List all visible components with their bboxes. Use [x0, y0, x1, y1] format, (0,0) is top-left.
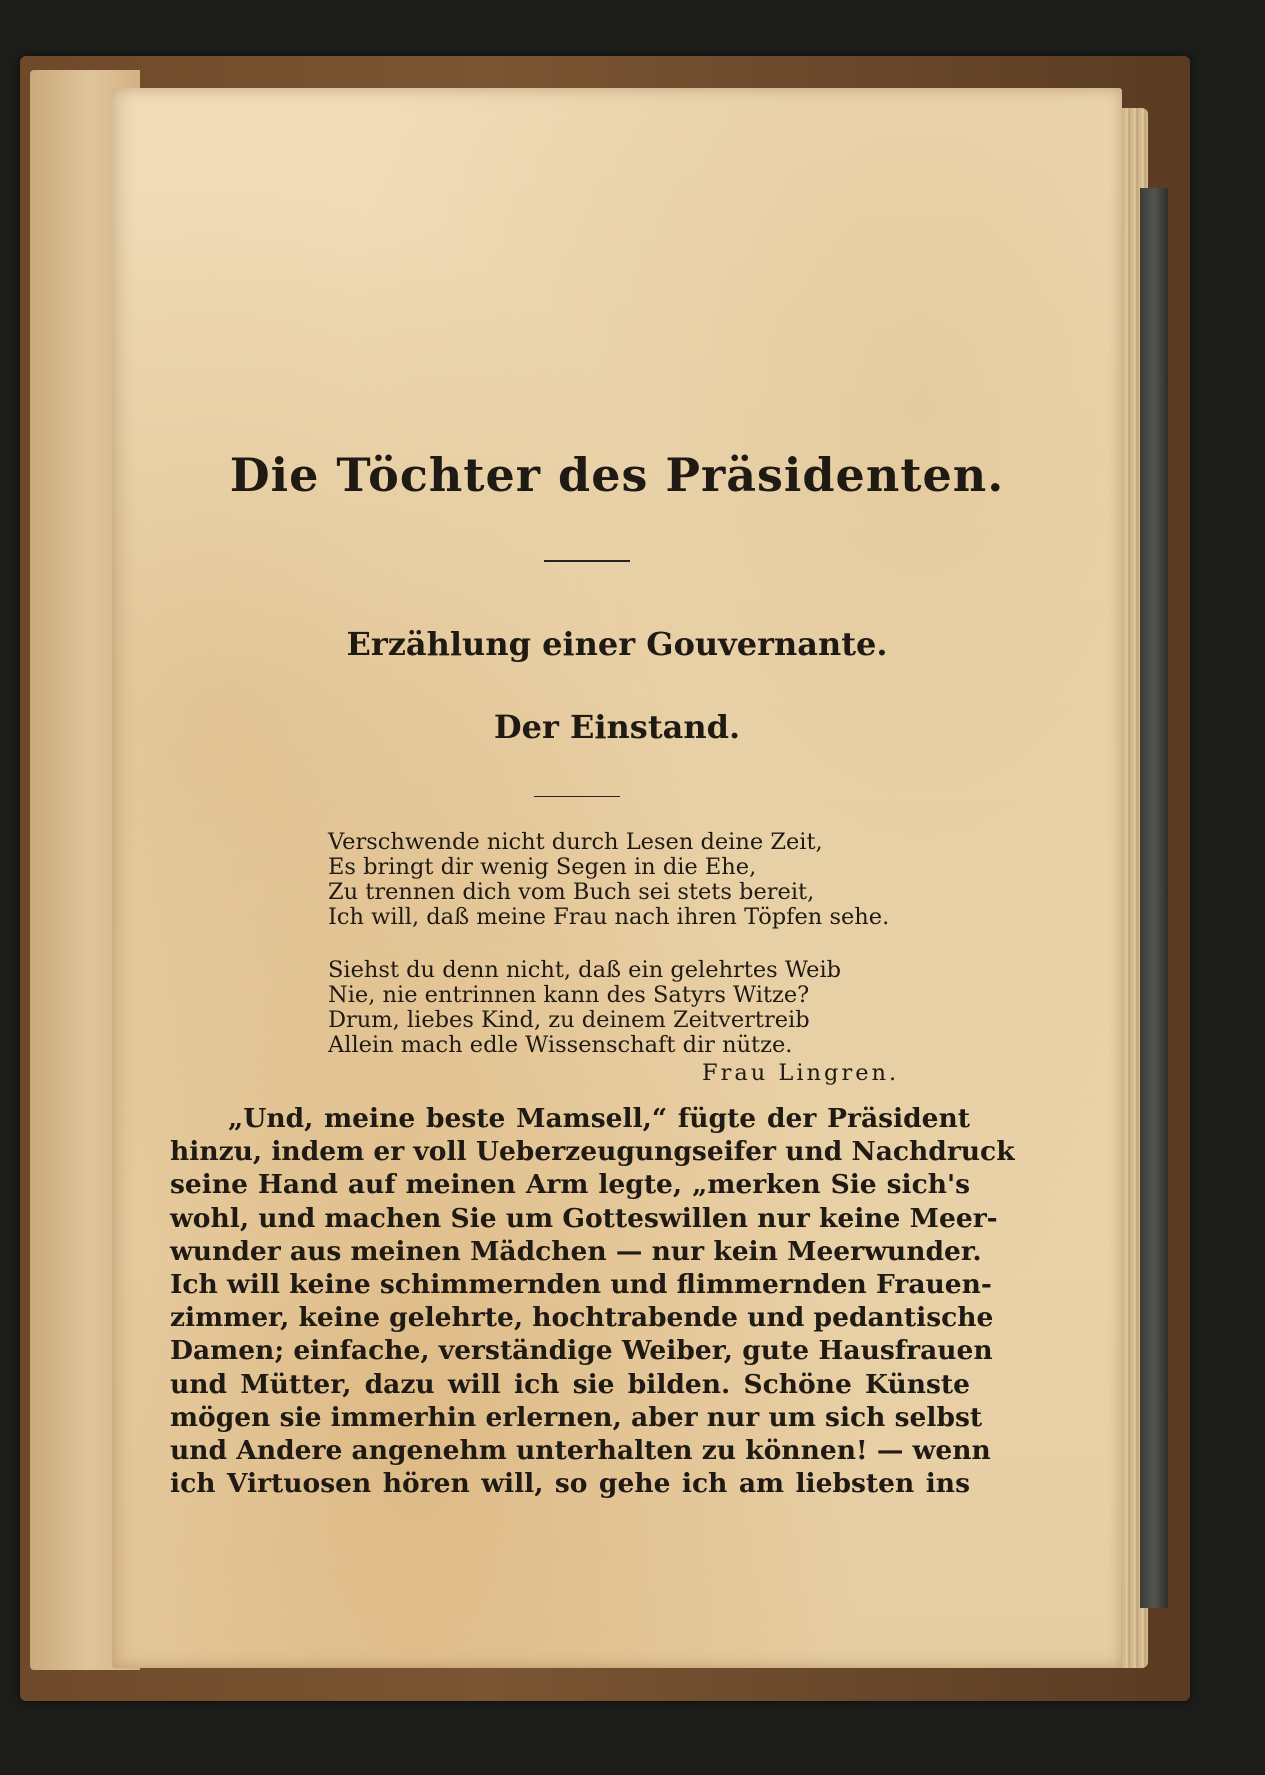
text-line: „Und, meine beste Mamsell,“ fügte der Präsident [228, 1103, 970, 1134]
section-title: Der Einstand. [493, 708, 741, 746]
body-text [170, 1102, 1015, 1500]
subtitle: Erzählung einer Gouvernante. [346, 625, 888, 663]
verse-line: Verschwende nicht durch Lesen deine Zeit, [328, 829, 823, 855]
epigraph-stanza-1 [328, 830, 968, 930]
verse-line: Ich will, daß meine Frau nach ihren Töpfen sehe. [328, 904, 890, 930]
book [0, 48, 1200, 1708]
text-line: mögen sie immerhin erlernen, aber nur um sich selbst [170, 1401, 983, 1433]
page-title: Die Töchter des Präsidenten. [229, 448, 1005, 502]
text-line: und Andere angenehm unterhalten zu können! — wenn [170, 1434, 991, 1466]
book-spine [1140, 188, 1168, 1608]
verse-line: Allein mach edle Wissenschaft dir nütze. [328, 1032, 793, 1058]
verse-line: Nie, nie entrinnen kann des Satyrs Witze? [328, 982, 810, 1008]
text-line: ich Virtuosen hören will, so gehe ich am liebsten ins [170, 1468, 970, 1500]
epigraph-attribution: Frau Lingren. [702, 1060, 900, 1086]
verse-line: Drum, liebes Kind, zu deinem Zeitvertreib [328, 1007, 810, 1033]
verse-line: Siehst du denn nicht, daß ein gelehrtes Weib [328, 957, 842, 983]
title-divider [544, 560, 630, 562]
text-line: Ich will keine schimmernden und flimmernden Frauen- [170, 1268, 992, 1300]
text-line: zimmer, keine gelehrte, hochtrabende und pedantische [170, 1302, 994, 1334]
epigraph-stanza-2 [328, 958, 968, 1058]
book-page [112, 88, 1122, 1668]
text-line: Damen; einfache, verständige Weiber, gute Hausfrauen [170, 1335, 993, 1367]
verse-line: Zu trennen dich vom Buch sei stets bereit, [328, 879, 815, 905]
text-line: und Mütter, dazu will ich sie bilden. Schöne Künste [170, 1368, 970, 1400]
text-line: wunder aus meinen Mädchen — nur kein Meerwunder. [170, 1235, 982, 1267]
text-line: seine Hand auf meinen Arm legte, „merken Sie sich's [170, 1169, 970, 1201]
section-divider [534, 796, 620, 797]
text-line: wohl, und machen Sie um Gotteswillen nur keine Meer- [170, 1202, 998, 1234]
text-line: hinzu, indem er voll Ueberzeugungseifer und Nachdruck [170, 1136, 1015, 1168]
verse-line: Es bringt dir wenig Segen in die Ehe, [328, 854, 757, 880]
